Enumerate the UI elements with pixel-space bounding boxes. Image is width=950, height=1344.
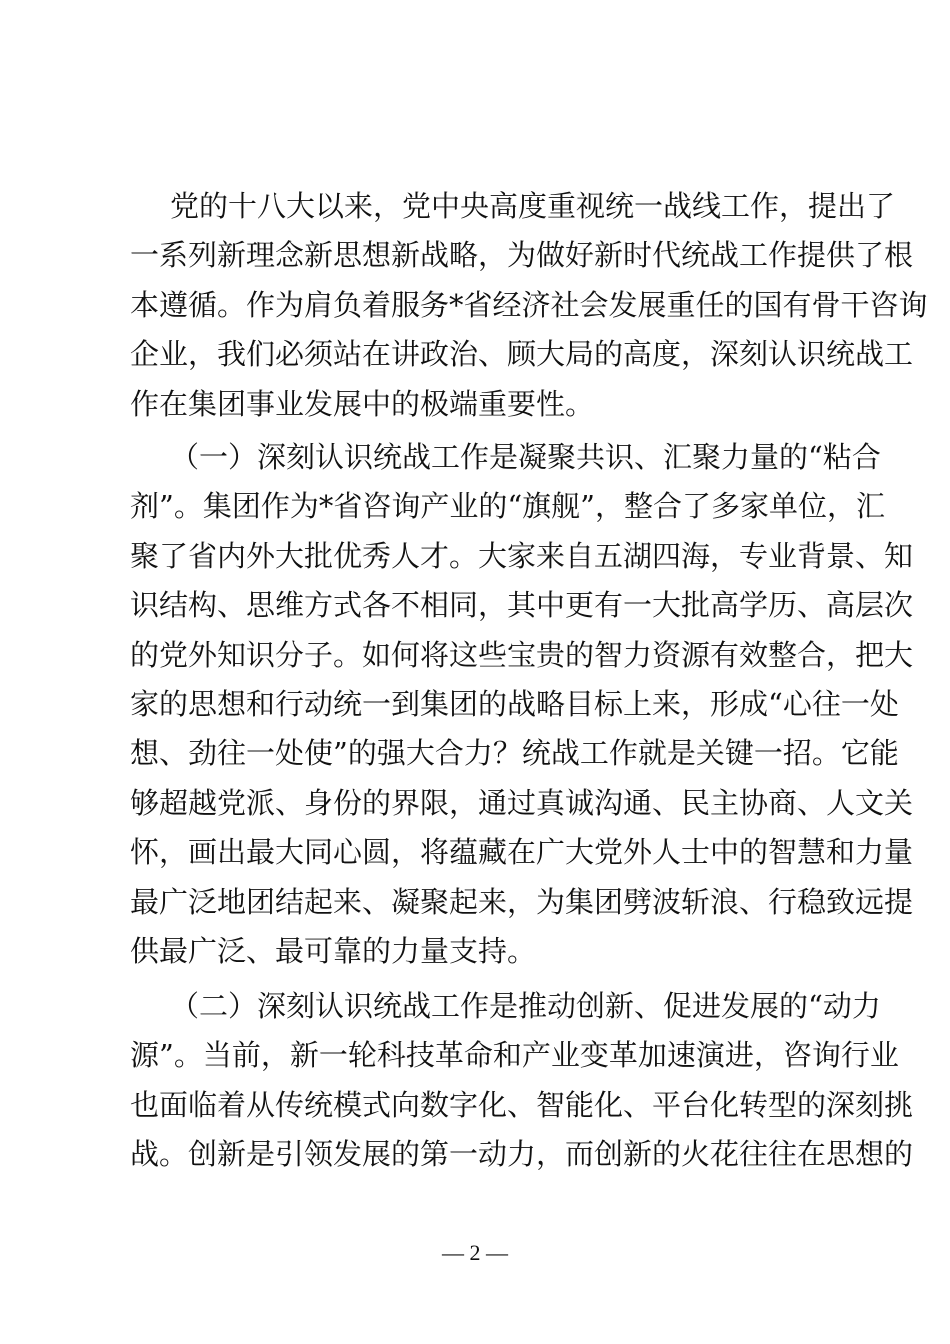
text-line: 本遵循。作为肩负着服务*省经济社会发展重任的国有骨干咨询 [130,287,928,322]
text-line: 的党外知识分子。如何将这些宝贵的智力资源有效整合，把大 [130,637,914,672]
text-line: 一系列新理念新思想新战略，为做好新时代统战工作提供了根 [130,238,914,273]
text-line: 剂”。集团作为*省咨询产业的“旗舰”，整合了多家单位，汇 [130,489,885,524]
text-line: 怀，画出最大同心圆，将蕴藏在广大党外人士中的智慧和力量 [130,835,914,870]
text-line: 也面临着从传统模式向数字化、智能化、平台化转型的深刻挑 [130,1087,914,1122]
text-line: 党的十八大以来，党中央高度重视统一战线工作，提出了 [170,189,896,223]
text-line: 家的思想和行动统一到集团的战略目标上来，形成“心往一处 [130,686,899,721]
text-line: （一）深刻认识统战工作是凝聚共识、汇聚力量的“粘合 [170,440,881,474]
paragraph-section-two [130,982,914,1180]
text-line: 战。创新是引领发展的第一动力，而创新的火花往往在思想的 [130,1137,914,1172]
text-line: 源”。当前，新一轮科技革命和产业变革加速演进，咨询行业 [130,1038,899,1073]
paragraph-section-one [130,433,914,976]
text-line: 作在集团事业发展中的极端重要性。 [130,386,595,421]
text-line: 企业，我们必须站在讲政治、顾大局的高度，深刻认识统战工 [130,337,914,372]
text-line: 想、劲往一处使”的强大合力？统战工作就是关键一招。它能 [130,736,899,771]
text-line: 最广泛地团结起来、凝聚起来，为集团劈波斩浪、行稳致远提 [130,884,914,919]
text-line: 供最广泛、最可靠的力量支持。 [130,933,537,968]
text-line: 聚了省内外大批优秀人才。大家来自五湖四海，专业背景、知 [130,538,914,573]
text-line: （二）深刻认识统战工作是推动创新、促进发展的“动力 [170,989,881,1023]
text-line: 识结构、思维方式各不相同，其中更有一大批高学历、高层次 [130,588,914,623]
text-line: 够超越党派、身份的界限，通过真诚沟通、民主协商、人文关 [130,785,914,820]
paragraph-intro [130,182,928,429]
page-number: — 2 — [442,1240,508,1265]
